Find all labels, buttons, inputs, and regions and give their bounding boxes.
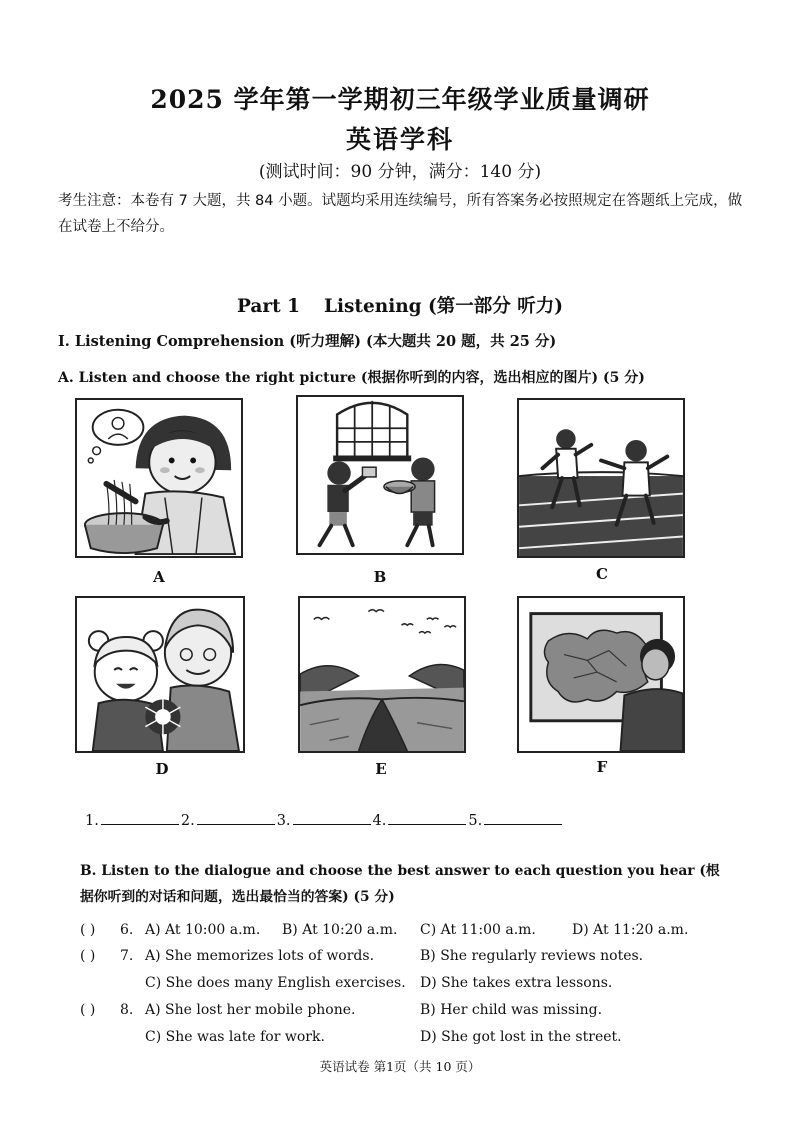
- q8-option-d[interactable]: D) She got lost in the street.: [420, 1029, 622, 1045]
- q6-number: 6.: [120, 922, 134, 938]
- q7-option-b[interactable]: B) She regularly reviews notes.: [420, 948, 644, 964]
- q8-option-c[interactable]: C) She was late for work.: [145, 1029, 325, 1045]
- section-b-title: B. Listen to the dialogue and choose the best answer to each question you hear (根据你听到的对话和问题，选出最恰当的答案) (5 分): [80, 863, 720, 905]
- part-name: Listening (第一部分 听力): [323, 296, 564, 317]
- blank-number: 3.: [276, 813, 291, 829]
- picture-e-label: E: [375, 760, 387, 778]
- answer-blank[interactable]: [484, 810, 562, 825]
- q8-number: 8.: [120, 1002, 134, 1018]
- q7-bracket[interactable]: ( ): [80, 948, 96, 964]
- picture-b-label: B: [373, 568, 387, 586]
- answer-blanks: [85, 810, 564, 829]
- section-a-title: A. Listen and choose the right picture (根据你听到的内容，选出相应的图片) (5 分): [58, 370, 645, 386]
- q6-option-d[interactable]: D) At 11:20 a.m.: [572, 922, 689, 938]
- candidate-notice: 考生注意：本卷有 7 大题，共 84 小题。试题均采用连续编号，所有答案务必按照规定在答题纸上完成，做在试卷上不给分。: [58, 193, 743, 235]
- picture-a-girl-cooking-noodles: [75, 398, 243, 558]
- exam-info: (测试时间：90 分钟，满分：140 分): [258, 162, 542, 182]
- picture-e-river-landscape: [298, 596, 466, 753]
- blank-number: 1.: [85, 813, 99, 829]
- section-1-title: I. Listening Comprehension (听力理解) (本大题共 20 题，共 25 分): [58, 333, 557, 350]
- answer-blank[interactable]: [101, 810, 179, 825]
- picture-d-grandmother-and-girl-paper-cutting: [75, 596, 245, 753]
- blank-number: 4.: [372, 813, 387, 829]
- q6-option-b[interactable]: B) At 10:20 a.m.: [282, 922, 398, 938]
- picture-f-man-looking-at-map: [517, 596, 685, 753]
- q6-option-a[interactable]: A) At 10:00 a.m.: [145, 922, 261, 938]
- part-label: Part 1: [236, 296, 300, 317]
- picture-b-children-cleaning-window: [296, 395, 464, 555]
- blank-number: 5.: [468, 813, 483, 829]
- picture-c-children-running: [517, 398, 685, 558]
- picture-d-label: D: [155, 760, 169, 778]
- exam-title: 2025 学年第一学期初三年级学业质量调研: [150, 85, 650, 114]
- answer-blank[interactable]: [293, 810, 371, 825]
- subject-title: 英语学科: [345, 125, 454, 154]
- picture-c-label: C: [596, 565, 608, 583]
- q7-option-c[interactable]: C) She does many English exercises.: [145, 975, 406, 991]
- q7-number: 7.: [120, 948, 134, 964]
- answer-blank[interactable]: [388, 810, 466, 825]
- q6-bracket[interactable]: ( ): [80, 922, 96, 938]
- q8-option-b[interactable]: B) Her child was missing.: [420, 1002, 603, 1018]
- q8-bracket[interactable]: ( ): [80, 1002, 96, 1018]
- picture-f-label: F: [596, 758, 608, 776]
- part-heading: [0, 292, 800, 318]
- q6-option-c[interactable]: C) At 11:00 a.m.: [420, 922, 536, 938]
- q8-option-a[interactable]: A) She lost her mobile phone.: [145, 1002, 356, 1018]
- blank-number: 2.: [180, 813, 195, 829]
- answer-blank[interactable]: [197, 810, 275, 825]
- page-footer: 英语试卷 第1页（共 10 页）: [319, 1059, 481, 1074]
- q7-option-d[interactable]: D) She takes extra lessons.: [420, 975, 613, 991]
- picture-a-label: A: [153, 568, 165, 586]
- q7-option-a[interactable]: A) She memorizes lots of words.: [145, 948, 375, 964]
